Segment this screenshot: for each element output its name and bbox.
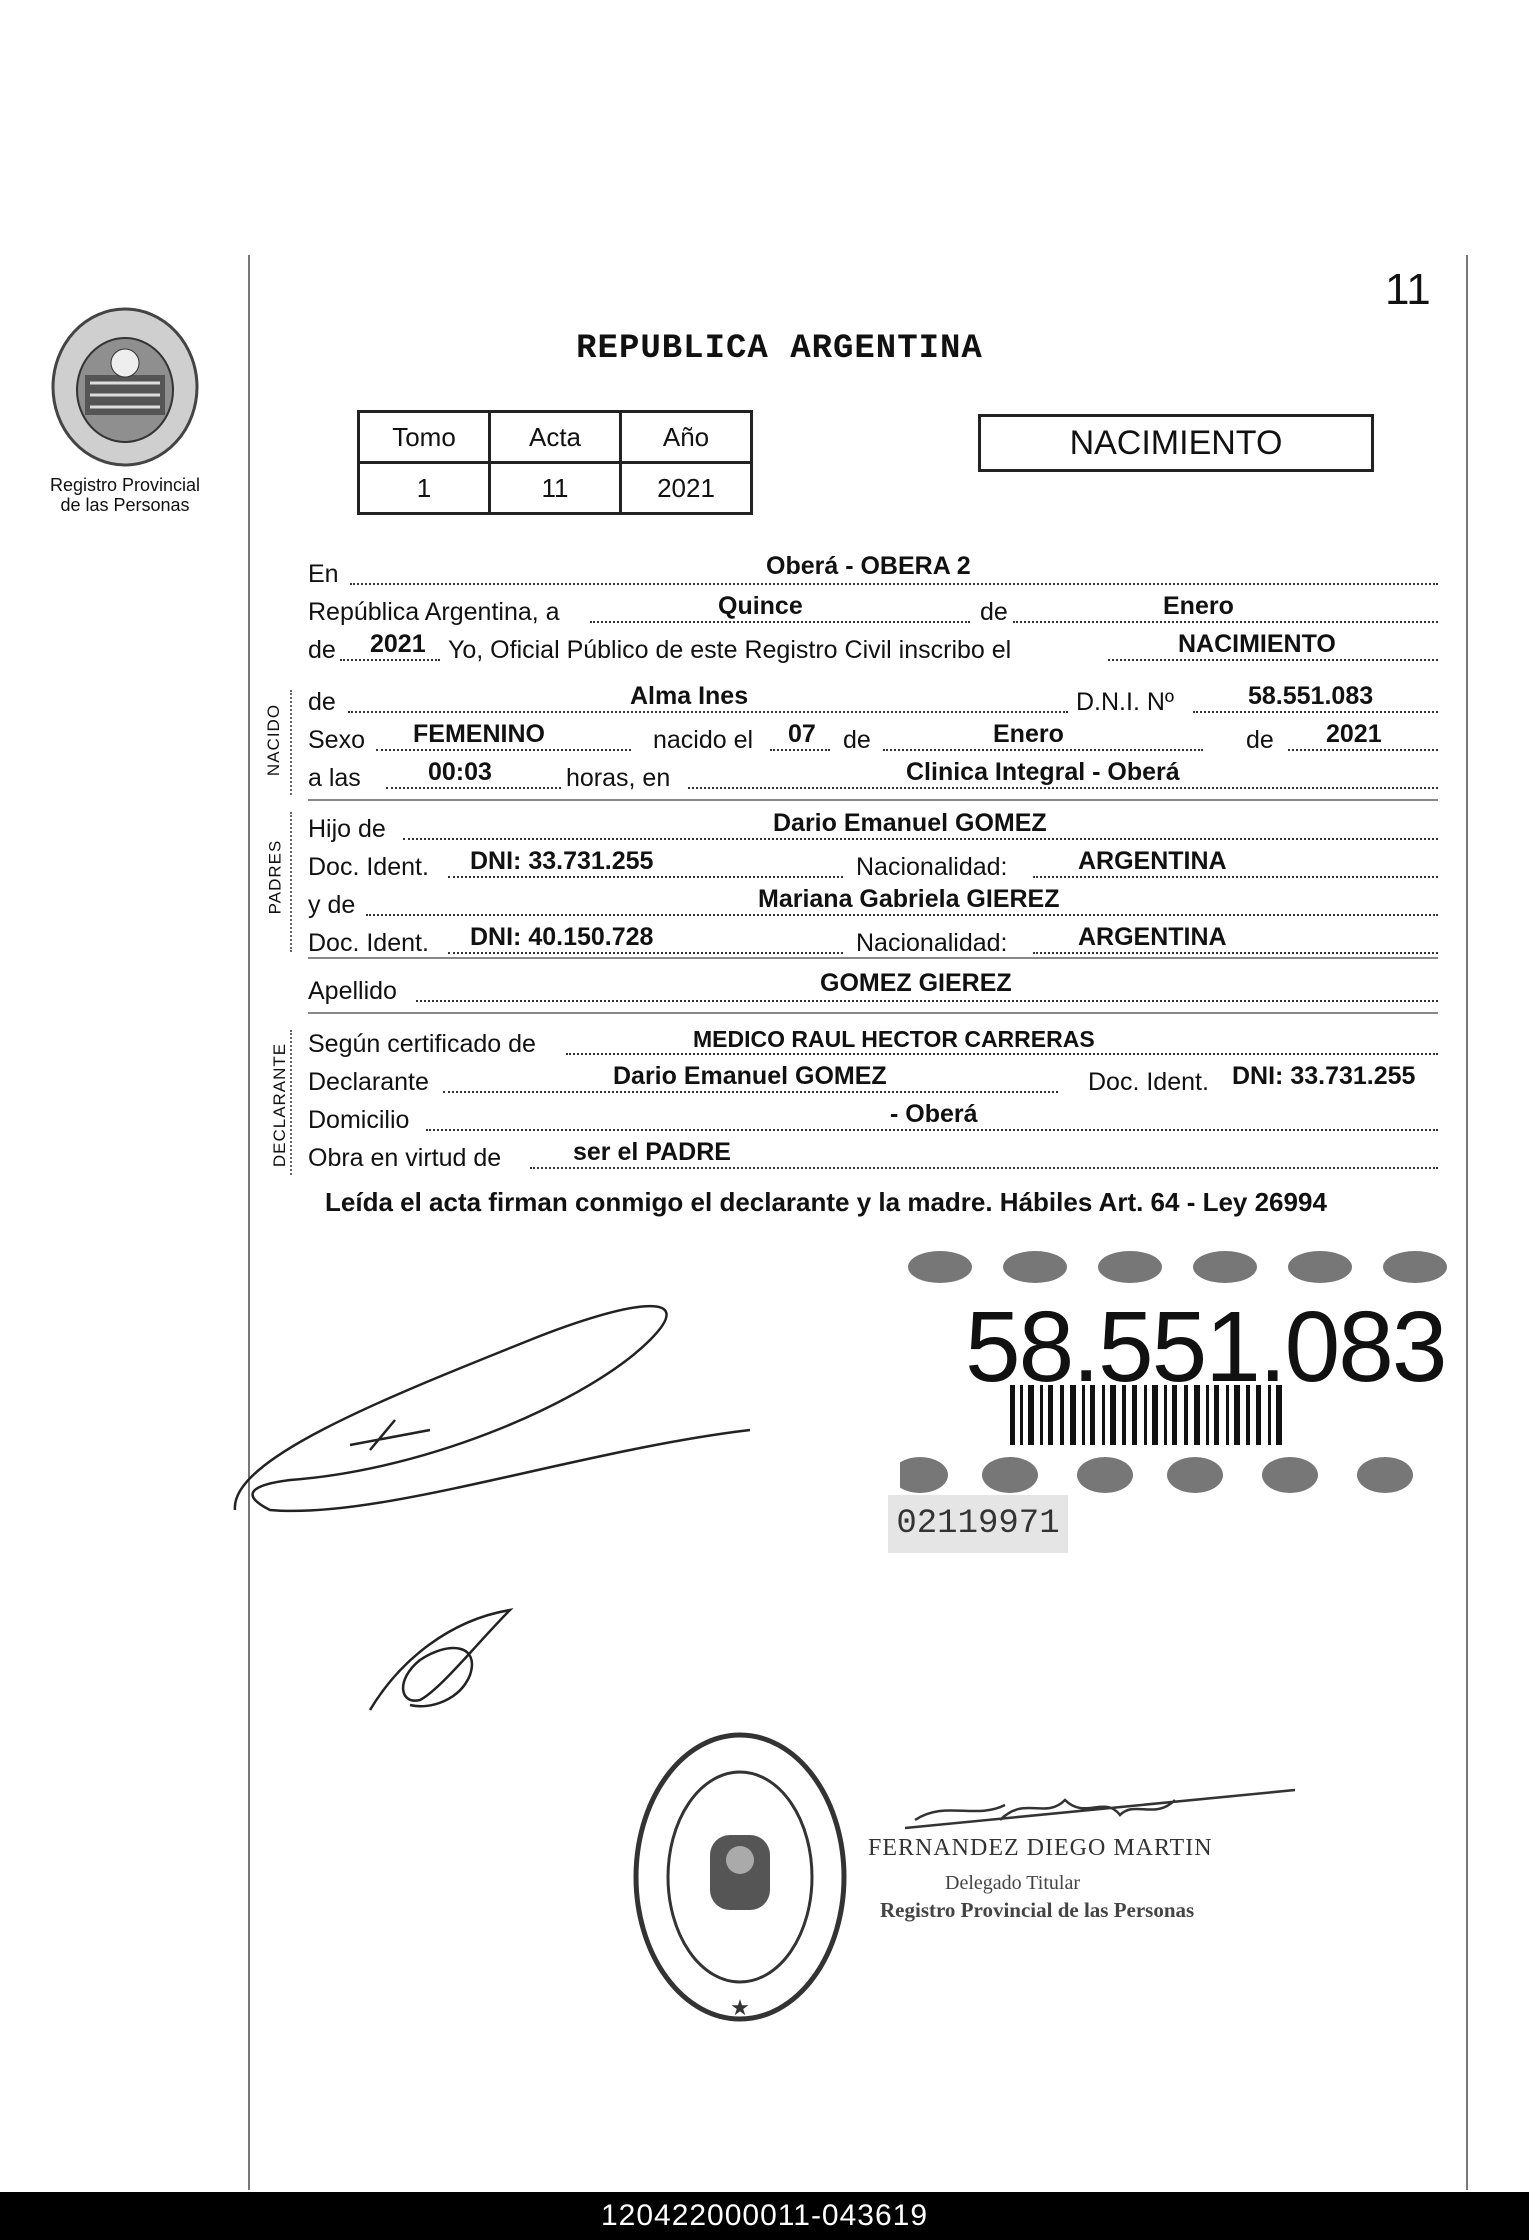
act-word-value: NACIMIENTO	[1178, 630, 1336, 658]
rule-after-nacido	[308, 799, 1438, 801]
footer-code: 120422000011-043619	[0, 2192, 1529, 2240]
label-doc-father: Doc. Ident.	[308, 853, 429, 881]
svg-text:★: ★	[730, 1995, 750, 2020]
label-nac-father: Nacionalidad:	[856, 853, 1008, 881]
surname-value: GOMEZ GIEREZ	[820, 969, 1012, 997]
label-nacido: nacido el	[653, 726, 754, 754]
logo-caption	[25, 475, 225, 515]
child-name-value: Alma Ines	[630, 682, 749, 710]
row-inscription	[308, 631, 1438, 669]
address-value: - Oberá	[890, 1100, 978, 1128]
padres-bracket	[290, 812, 292, 952]
official-role: Delegado Titular	[945, 1872, 1080, 1894]
section-padres: PADRES	[265, 839, 285, 915]
label-domicilio: Domicilio	[308, 1106, 410, 1134]
label-sexo: Sexo	[308, 726, 365, 754]
label-de3: de	[308, 688, 336, 716]
section-nacido: NACIDO	[264, 703, 284, 777]
row-father-doc	[308, 848, 1438, 886]
child-dni-value: 58.551.083	[1248, 682, 1374, 710]
value-acta: 11	[490, 463, 621, 514]
row-sex-birthdate	[308, 721, 1438, 759]
label-nac-mother: Nacionalidad:	[856, 929, 1008, 957]
right-margin-line	[1466, 255, 1468, 2190]
label-de: de	[980, 598, 1008, 626]
row-child-name	[308, 683, 1438, 721]
row-place	[308, 552, 1438, 593]
row-address	[308, 1101, 1438, 1139]
mother-signature	[360, 1600, 530, 1720]
birth-year-value: 2021	[1326, 720, 1382, 748]
role-value: ser el PADRE	[573, 1138, 731, 1166]
row-surname	[308, 969, 1438, 1010]
label-en: En	[308, 560, 339, 588]
logo-caption-line2: de las Personas	[60, 495, 190, 515]
label-declarante: Declarante	[308, 1068, 429, 1096]
father-nat-value: ARGENTINA	[1078, 847, 1227, 875]
official-organization: Registro Provincial de las Personas	[880, 1898, 1195, 1922]
yo-text: Yo, Oficial Público de este Registro Civil inscribo el	[448, 636, 1012, 664]
birth-place-value: Clinica Integral - Oberá	[906, 758, 1180, 786]
official-name: FERNANDEZ DIEGO MARTIN	[868, 1835, 1213, 1861]
row-role	[308, 1139, 1438, 1177]
label-de2: de	[308, 636, 336, 664]
label-apellido: Apellido	[308, 977, 397, 1005]
header-acta: Acta	[490, 412, 621, 463]
label-de4: de	[843, 726, 871, 754]
place-value: Oberá - OBERA 2	[766, 552, 971, 580]
declarant-signature	[230, 1280, 780, 1530]
year-value: 2021	[370, 630, 426, 658]
sticker-code: 02119971	[888, 1495, 1068, 1553]
closing-text: Leída el acta firman conmigo el declarante y la madre. Hábiles Art. 64 - Ley 26994	[325, 1187, 1327, 1217]
row-birth-time-place	[308, 759, 1438, 797]
label-de5: de	[1246, 726, 1274, 754]
document-title: REPUBLICA ARGENTINA	[576, 330, 983, 368]
mother-name-value: Mariana Gabriela GIEREZ	[758, 885, 1060, 913]
rule-after-apellido	[308, 1012, 1438, 1014]
birth-day-value: 07	[788, 720, 816, 748]
mother-nat-value: ARGENTINA	[1078, 923, 1227, 951]
label-segun: Según certificado de	[308, 1030, 536, 1058]
row-declarant	[308, 1063, 1438, 1101]
label-doc-mother: Doc. Ident.	[308, 929, 429, 957]
birth-time-value: 00:03	[428, 758, 492, 786]
sex-value: FEMENINO	[413, 720, 545, 748]
page-number: 11	[1385, 265, 1431, 314]
value-ano: 2021	[621, 463, 752, 514]
declarante-bracket	[290, 1030, 292, 1175]
header-ano: Año	[621, 412, 752, 463]
row-mother	[308, 886, 1438, 924]
act-type-box: NACIMIENTO	[978, 414, 1374, 472]
section-declarante: DECLARANTE	[270, 1042, 290, 1168]
month-value: Enero	[1163, 592, 1234, 620]
row-date	[308, 593, 1438, 631]
father-doc-value: DNI: 33.731.255	[470, 847, 654, 875]
row-certificate	[308, 1025, 1438, 1063]
label-republica: República Argentina, a	[308, 598, 560, 626]
label-dni: D.N.I. Nº	[1076, 688, 1175, 716]
official-signature	[905, 1780, 1305, 1840]
rule-after-padres	[308, 957, 1438, 959]
logo-caption-line1: Registro Provincial	[49, 475, 201, 495]
label-yde: y de	[308, 891, 356, 919]
official-round-stamp	[628, 1725, 853, 2030]
row-father	[308, 810, 1438, 848]
value-tomo: 1	[359, 463, 490, 514]
father-name-value: Dario Emanuel GOMEZ	[773, 809, 1047, 837]
day-words-value: Quince	[718, 592, 803, 620]
certificate-value: MEDICO RAUL HECTOR CARRERAS	[693, 1026, 1095, 1052]
label-horas: horas, en	[566, 764, 671, 792]
left-margin-line	[248, 255, 250, 2190]
declarant-doc-value: DNI: 33.731.255	[1232, 1062, 1416, 1090]
nacido-bracket	[290, 690, 292, 795]
header-tomo: Tomo	[359, 412, 490, 463]
label-hijo: Hijo de	[308, 815, 386, 843]
registry-table	[357, 410, 753, 515]
label-doc-declarant: Doc. Ident.	[1088, 1068, 1209, 1096]
label-alas: a las	[308, 764, 361, 792]
sticker-number: 58.551.083	[965, 1291, 1446, 1403]
mother-doc-value: DNI: 40.150.728	[470, 923, 654, 951]
birth-month-value: Enero	[993, 720, 1064, 748]
label-obra: Obra en virtud de	[308, 1144, 502, 1172]
declarant-value: Dario Emanuel GOMEZ	[613, 1062, 887, 1090]
